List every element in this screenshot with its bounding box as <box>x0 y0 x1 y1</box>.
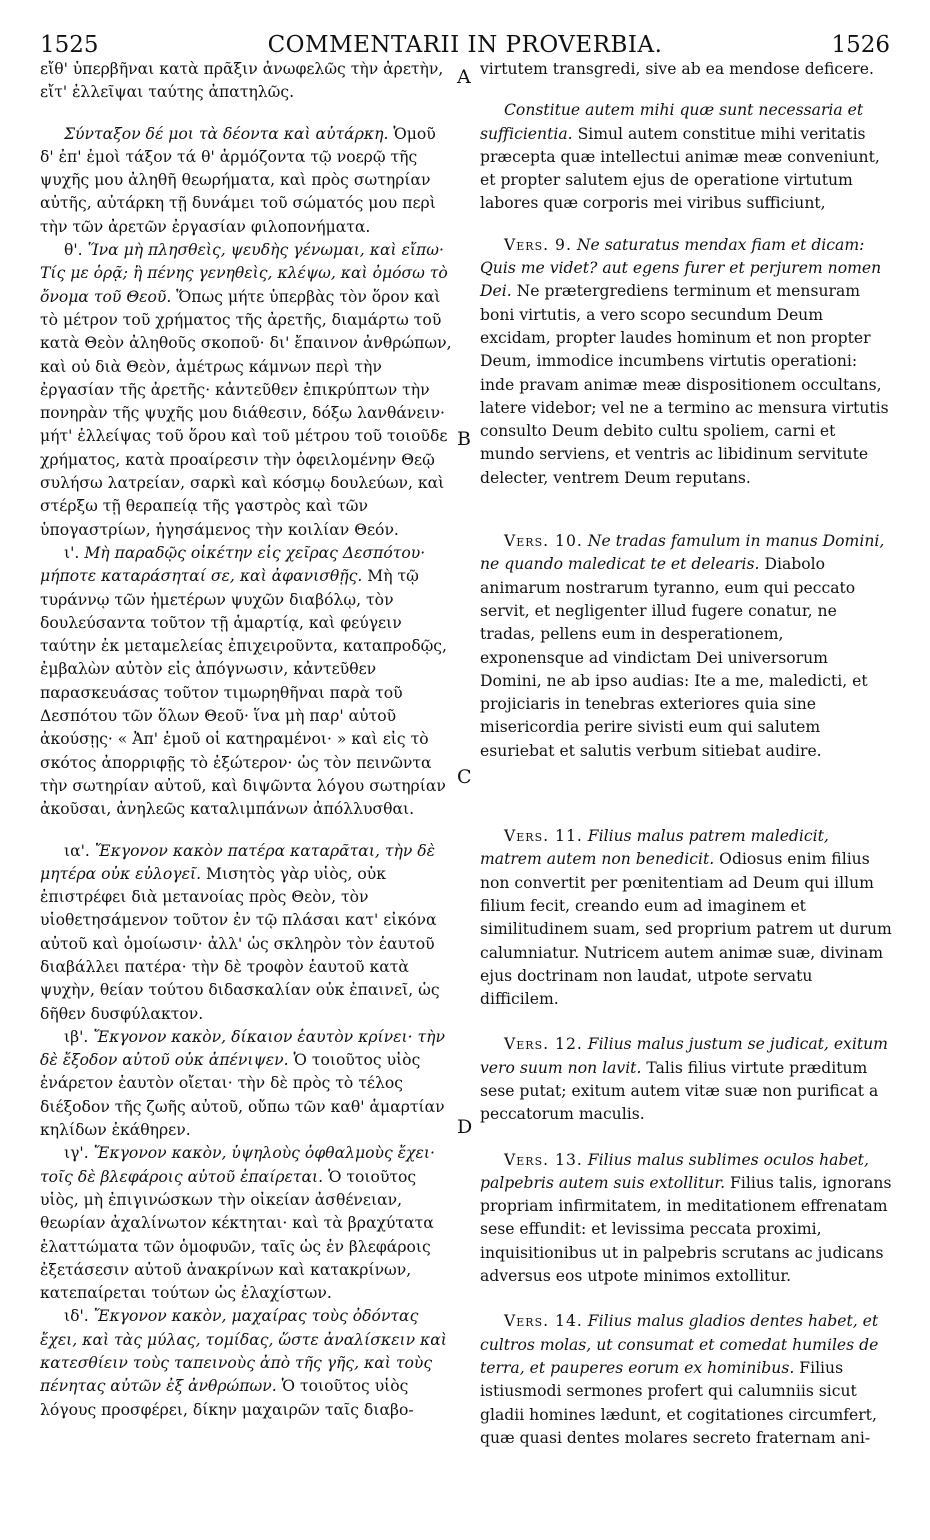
latin-verse-9 <box>480 234 892 490</box>
latin-verse-12-label: Vers. 12. <box>504 1035 583 1054</box>
margin-marker-c: C <box>457 766 472 788</box>
latin-verse-13 <box>480 1149 892 1289</box>
greek-verse-10-text: Μὴ τῷ τυράννῳ τῶν ἡμετέρων ψυχῶν διαβόλῳ, τὸν δουλεύσαντα τοῦτον τῇ ἁμαρτίᾳ, καὶ φεύγειν ταύτην ἐκ μεταμελείας ἐπιχειροῦντα, καταπροδῷς, ἐμβαλὼν αὐτὸν εἰς ἀπόγνωσιν, κἀντεῦθεν παρασκευάσας τοῦτον τιμωρηθῆναι παρὰ τοῦ Δεσπότου τῶν ὅλων Θεοῦ· ἵνα μὴ παρ' αὐτοῦ ἀκούσῃς· « Ἀπ' ἐμοῦ οἱ κατηραμένοι· » καὶ εἰς τὸ σκότος ἀπορριφῇς τὸ ἐξώτερον· ὡς τὸν πεινῶντα τὴν σωτηρίαν αὐτοῦ, καὶ διψῶντα λόγου σωτηρίαν ἀκοῦσαι, ἀνηλεῶς καταλιμπάνων ἀπόλλυσθαι. <box>40 567 447 819</box>
greek-verse-11-lemma: Ἔκγονον κακὸν πατέρα καταρᾶται, τὴν δὲ μητέρα οὐκ εὐλογεῖ. <box>40 841 436 883</box>
latin-paragraph-continuation: virtutem transgredi, sive ab ea mendose deficere. <box>480 60 874 78</box>
greek-verse-14 <box>40 1305 453 1421</box>
latin-verse-10-text: Diabolo animarum nostrarum tyranno, eum qui peccato servit, et negligenter illud fugere conatur, ne tradas, pellens eum in desperationem, exponensque ad vindictam Dei universorum Domini, ne ab ipso audias: Ite a me, maledicti, et projiciaris in tenebras exteriores quia sine misericordia perire sivisti eum qui salutem esuriebat et salutis verbum sitiebat audire. <box>480 555 868 760</box>
latin-verse-9-label: Vers. 9. <box>504 235 572 254</box>
greek-verse-12-number: ιβ'. <box>64 1027 89 1046</box>
greek-verse-9-text: Ὅπως μήτε ὑπερβὰς τὸν ὅρον καὶ τὸ μέτρον τοῦ χρήματος τῆς ἀρετῆς, διαμάρτω τοῦ κατὰ Θεὸν ἀληθοῦς σκοποῦ· δι' ἔπαινον ἀνθρώπων, καὶ οὐ διὰ Θεὸν, ἀμέτρως κάμνων περὶ τὴν ἐργασίαν τῆς ἀρετῆς· κἀντεῦθεν ἐπικρύπτων τὴν πονηρὰν τῆς ψυχῆς μου διάθεσιν, δόξω λανθάνειν· μήτ' ἐλλείψας τοῦ ὅρου καὶ τοῦ μέτρου τοῦ τοιοῦδε χρήματος, κατὰ προαίρεσιν τὴν ὀφειλομένην Θεῷ συλήσω λατρείαν, σαρκὶ καὶ κόσμῳ δουλεύων, καὶ στέρξω τῇ θεραπείᾳ τῆς γαστρὸς καὶ τῶν ὑπογαστρίων, ἡγησάμενος τὴν κοιλίαν Θεόν. <box>40 287 452 539</box>
left-page-number: 1525 <box>40 32 99 58</box>
latin-verse-11 <box>480 825 892 1011</box>
latin-column <box>480 58 892 1450</box>
greek-verse-9-number: θ'. <box>64 241 83 260</box>
greek-verse-8 <box>40 123 453 239</box>
latin-verse-11-label: Vers. 11. <box>504 827 583 846</box>
latin-verse-11-text: Odiosus enim filius non convertit per pœnitentiam ad Deum qui illum filium fecit, creando eum ad imaginem et similitudinem suam, sed proprium patrem ut durum calumniatur. Nutricem autem animæ suæ, divinam ejus doctrinam non laudat, utpote servatu difficilem. <box>480 850 892 1009</box>
greek-verse-13-text: Ὁ τοιοῦτος υἱὸς, μὴ ἐπιγινώσκων τὴν οἰκείαν ἀσθένειαν, θεωρίαν ἀχαλίνωτον κέκτηται· καὶ τὰ βραχύτατα ἐλαττώματα τῶν ὁμοφυῶν, ταῖς ὡς ἐν βλεφάροις ἐξετάσεσιν αὐτοῦ ἀνακρίνων καὶ κατακρίνων, κατεπαίρεται τούτων ὡς ἐλαχίστων. <box>40 1167 434 1303</box>
greek-verse-13 <box>40 1142 453 1305</box>
greek-verse-9-lemma: Ἵνα μὴ πλησθεὶς, ψευδὴς γένωμαι, καὶ εἴπω· Τίς με ὁρᾷ; ἢ πένης γενηθεὶς, κλέψω, καὶ ὀμόσω τὸ ὄνομα τοῦ Θεοῦ. <box>40 241 448 306</box>
latin-verse-14-lemma: Filius malus gladios dentes habet, et cultros molas, ut consumat et comedat humiles de terra, et pauperes eorum ex hominibus. <box>480 1312 879 1377</box>
greek-verse-8-text: Ὁμοῦ δ' ἐπ' ἐμοὶ τάξον τά θ' ἁρμόζοντα τῷ νοερῷ τῆς ψυχῆς μου ἀληθῆ θεωρήματα, καὶ πρὸς σωτηρίαν αὐτῆς, αὐτάρκη τῇ δυνάμει τοῦ σώματός μου περὶ τὴν τῶν ἀρετῶν ἐργασίαν φιλοπονήματα. <box>40 124 436 236</box>
greek-verse-14-lemma: Ἔκγονον κακὸν, μαχαίρας τοὺς ὀδόντας ἔχει, καὶ τὰς μύλας, τομίδας, ὥστε ἀναλίσκειν καὶ κατεσθίειν τοὺς ταπεινοὺς ἀπὸ τῆς γῆς, καὶ τοὺς πένητας αὐτῶν ἐξ ἀνθρώπων. <box>40 1307 447 1396</box>
greek-verse-11-number: ια'. <box>64 841 90 860</box>
greek-verse-12 <box>40 1026 453 1142</box>
greek-verse-14-text: Ὁ τοιοῦτος υἱὸς λόγους προσφέρει, δίκην μαχαιρῶν ταῖς διαβο- <box>40 1377 414 1419</box>
latin-verse-13-text: Filius talis, ignorans propriam infirmitatem, in meditationem effrenatam sese effundit: et levissima peccata proximi, inquisitionibus ut in palpebris scrutans ac judicans adversus eos utpote minimos extollitur. <box>480 1173 892 1286</box>
greek-column <box>40 58 453 1422</box>
greek-verse-9 <box>40 239 453 542</box>
greek-verse-12-lemma: Ἔκγονον κακὸν, δίκαιον ἑαυτὸν κρίνει· τὴν δὲ ἔξοδον αὐτοῦ οὐκ ἀπένιψεν. <box>40 1027 445 1070</box>
latin-verse-14-text: Filius istiusmodi sermones profert qui calumniis sicut gladii homines lædunt, et cogitationes circumfert, quæ quasi dentes molares secreto fraternam ani- <box>480 1358 877 1447</box>
latin-verse-11-lemma: Filius malus patrem maledicit, matrem autem non benedicit. <box>480 827 829 869</box>
greek-paragraph-continuation: εἴθ' ὑπερβῆναι κατὰ πρᾶξιν ἀνωφελῶς τὴν ἀρετὴν, εἴτ' ἐλλεῖψαι ταύτης ἀπατηλῶς. <box>40 60 444 102</box>
latin-verse-9-text: Ne prætergrediens terminum et mensuram boni virtutis, a vero scopo secundum Deum excidam, propter laudes hominum et non propter Deum, immodice incumbens virtutis operationi: inde pravam animæ meæ dispositionem occultans, latere videbor; vel ne a termino ac mensura virtutis consulto Deum debito cultu spoliem, carni et mundo serviens, et ventris ac libidinum servitute delecter, ventrem Deum reputans. <box>480 282 889 487</box>
latin-verse-12 <box>480 1033 892 1126</box>
greek-verse-11 <box>40 840 453 1026</box>
latin-verse-12-text: Talis filius virtute præditum sese putat; exitum autem vitæ suæ non purificat a peccatorum maculis. <box>480 1058 879 1124</box>
latin-verse-10 <box>480 530 892 763</box>
latin-verse-9-lemma: Ne saturatus mendax fiam et dicam: Quis me videt? aut egens furer et perjurem nomen Dei. <box>480 235 882 301</box>
margin-marker-d: D <box>457 1116 473 1138</box>
latin-verse-8-lemma: Constitue autem mihi quæ sunt necessaria et sufficientia. <box>480 101 864 143</box>
greek-verse-11-text: Μισητὸς γὰρ υἱὸς, οὐκ ἐπιστρέφει διὰ μετανοίας πρὸς Θεὸν, τὸν υἱοθετησάμενον τοῦτον ἐν τῷ πλάσαι κατ' εἰκόνα αὐτοῦ καὶ ὁμοίωσιν· ἀλλ' ὡς σκληρὸν τὸν ἑαυτοῦ διαβάλλει πατέρα· τὴν δὲ τροφὸν ἑαυτοῦ κατὰ ψυχὴν, θείαν τούτου διδασκαλίαν οὐκ ἐπαινεῖ, ὡς δῆθεν δυσφύλακτον. <box>40 864 440 1023</box>
latin-verse-14-label: Vers. 14. <box>504 1312 583 1331</box>
margin-marker-a: A <box>457 66 471 88</box>
latin-verse-14 <box>480 1310 892 1450</box>
margin-marker-b: B <box>457 428 471 450</box>
latin-verse-12-lemma: Filius malus justum se judicat, exitum vero suum non lavit. <box>480 1035 888 1077</box>
greek-verse-10 <box>40 542 453 822</box>
latin-verse-13-label: Vers. 13. <box>504 1150 583 1169</box>
greek-verse-10-lemma: Μὴ παραδῷς οἰκέτην εἰς χεῖρας Δεσπότου· μήποτε καταράσηταί σε, καὶ ἀφανισθῇς. <box>40 543 426 586</box>
right-page-number: 1526 <box>831 32 890 58</box>
latin-verse-8-text: Simul autem constitue mihi veritatis præcepta quæ intellectui animæ meæ conveniunt, et propter salutem ejus de operatione virtutum labores quæ corporis mei viribus sufficiunt, <box>480 124 880 213</box>
latin-verse-13-lemma: Filius malus sublimes oculos habet, palpebris autem suis extollitur. <box>480 1150 869 1192</box>
running-title: COMMENTARII IN PROVERBIA. <box>267 32 663 58</box>
greek-verse-12-text: Ὁ τοιοῦτος υἱὸς ἐνάρετον ἑαυτὸν οἴεται· τὴν δὲ πρὸς τὸ τέλος διέξοδον τῆς ζωῆς αὐτοῦ, οὔπω τῶν καθ' ἁμαρτίαν κηλίδων ἐκάθηρεν. <box>40 1051 445 1140</box>
greek-verse-10-number: ι'. <box>64 543 80 562</box>
latin-verse-10-lemma: Ne tradas famulum in manus Domini, ne quando maledicat te et delearis. <box>480 532 885 574</box>
greek-verse-8-lemma: Σύνταξον δέ μοι τὰ δέοντα καὶ αὐτάρκη. <box>64 124 389 143</box>
greek-verse-13-lemma: Ἔκγονον κακὸν, ὑψηλοὺς ὀφθαλμοὺς ἔχει· τοῖς δὲ βλεφάροις αὐτοῦ ἐπαίρεται. <box>40 1144 435 1186</box>
greek-verse-14-number: ιδ'. <box>64 1307 89 1326</box>
greek-verse-13-number: ιγ'. <box>64 1144 89 1163</box>
latin-verse-10-label: Vers. 10. <box>504 532 583 551</box>
latin-verse-8 <box>480 99 892 215</box>
running-header <box>40 32 890 60</box>
